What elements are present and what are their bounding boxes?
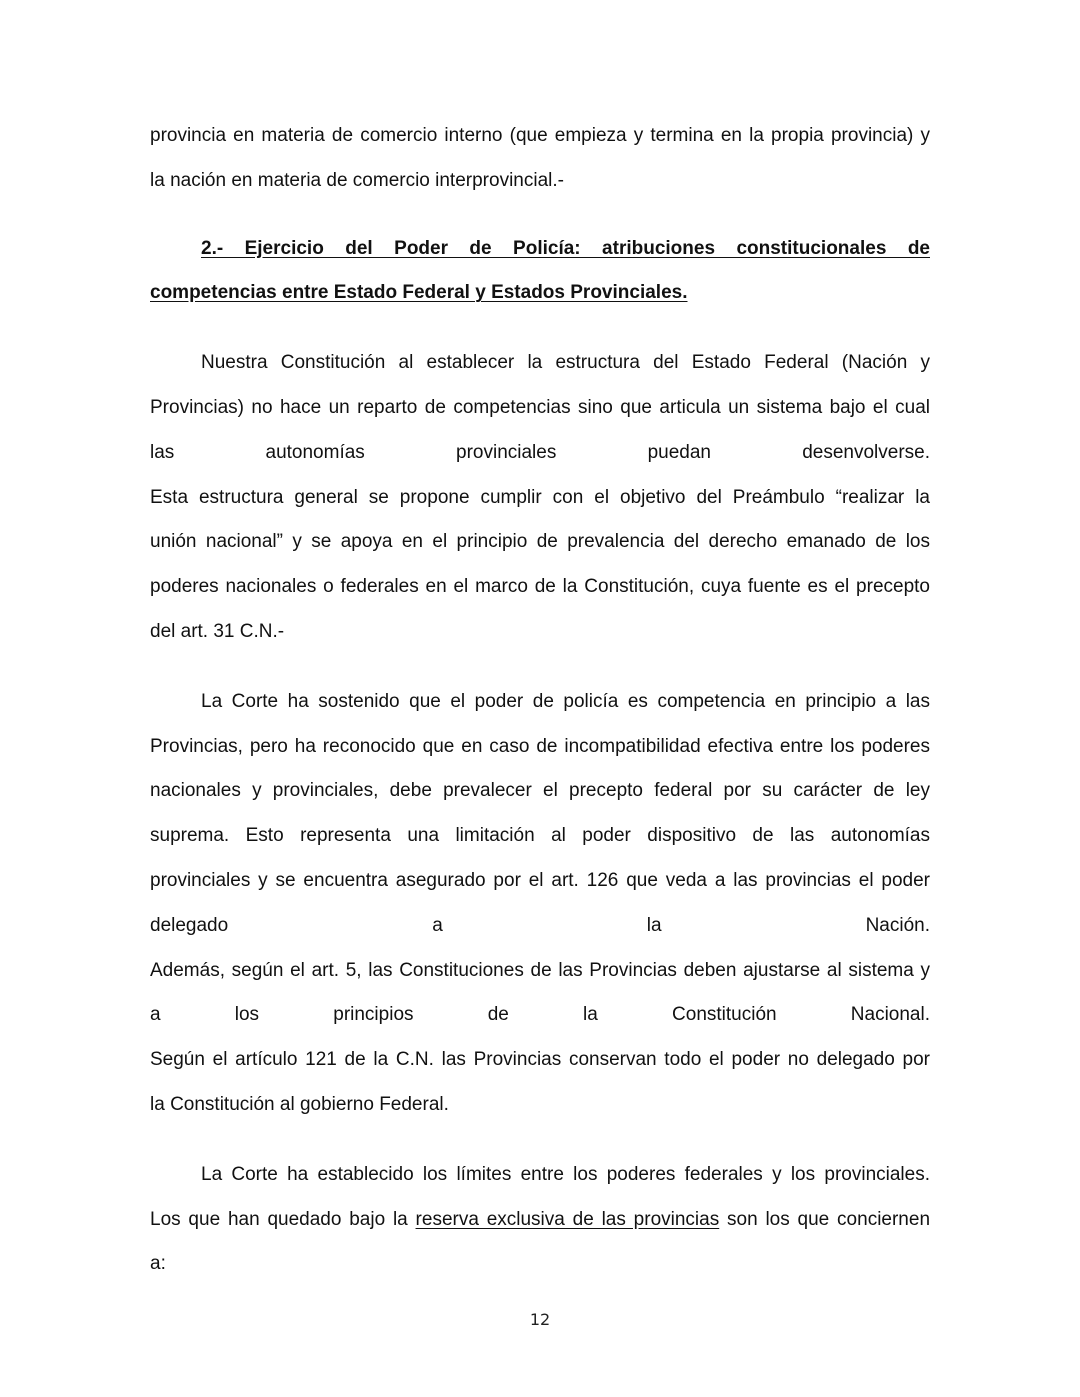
paragraph-2-line-1: La Corte ha sostenido que el poder de policía es competencia en principio a las — [201, 690, 930, 712]
paragraph-1-line-3: las autonomías provinciales puedan desenvolverse. — [150, 441, 930, 463]
paragraph-1-line-6: poderes nacionales o federales en el marco de la Constitución, cuya fuente es el precepto — [150, 576, 930, 598]
paragraph-1-line-1: Nuestra Constitución al establecer la estructura del Estado Federal (Nación y — [201, 352, 930, 374]
paragraph-2-line-8: a los principios de la Constitución Nacional. — [150, 1004, 930, 1026]
paragraph-1-line-5: unión nacional” y se apoya en el principio de prevalencia del derecho emanado de los — [150, 531, 930, 553]
paragraph-3-text: son los que conciernen — [719, 1208, 931, 1230]
paragraph-3-line-1: La Corte ha establecido los límites entre los poderes federales y los provinciales. — [201, 1163, 930, 1185]
paragraph-2-line-4: suprema. Esto representa una limitación al poder dispositivo de las autonomías — [150, 825, 930, 847]
spacer — [150, 316, 930, 341]
intro-line-1: provincia en materia de comercio interno (que empieza y termina en la propia provincia) y — [150, 125, 930, 146]
paragraph-1-line-7: del art. 31 C.N.- — [150, 620, 285, 642]
spacer — [150, 655, 930, 680]
spacer — [150, 204, 930, 227]
section-heading-line-2: competencias entre Estado Federal y Estados Provinciales. — [150, 282, 688, 304]
intro-line-2: la nación en materia de comercio interprovincial.- — [150, 169, 564, 191]
paragraph-1-line-4: Esta estructura general se propone cumplir con el objetivo del Preámbulo “realizar la — [150, 486, 930, 508]
paragraph-2-line-5: provinciales y se encuentra asegurado por el art. 126 que veda a las provincias el poder — [150, 869, 930, 891]
paragraph-1-line-2: Provincias) no hace un reparto de competencias sino que articula un sistema bajo el cual — [150, 396, 930, 418]
paragraph-3-line-3: a: — [150, 1253, 166, 1275]
spacer — [150, 1128, 930, 1153]
document-page — [150, 114, 930, 1287]
paragraph-2-line-10: la Constitución al gobierno Federal. — [150, 1093, 449, 1115]
paragraph-2-line-6: delegado a la Nación. — [150, 914, 930, 936]
section-heading-line-1: 2.- Ejercicio del Poder de Policía: atribuciones constitucionales de — [201, 237, 930, 259]
paragraph-3-text: Los que han quedado bajo la — [150, 1208, 416, 1230]
paragraph-2-line-7: Además, según el art. 5, las Constituciones de las Provincias deben ajustarse al sistema y — [150, 959, 930, 981]
underlined-phrase: reserva exclusiva de las provincias — [415, 1208, 720, 1230]
page-number: 12 — [529, 1310, 551, 1329]
paragraph-2-line-3: nacionales y provinciales, debe prevalecer el precepto federal por su carácter de ley — [150, 780, 930, 802]
paragraph-2-line-9: Según el artículo 121 de la C.N. las Provincias conservan todo el poder no delegado por — [150, 1049, 930, 1071]
paragraph-2-line-2: Provincias, pero ha reconocido que en caso de incompatibilidad efectiva entre los poderes — [150, 735, 930, 757]
paragraph-3-line-2 — [150, 1198, 930, 1243]
